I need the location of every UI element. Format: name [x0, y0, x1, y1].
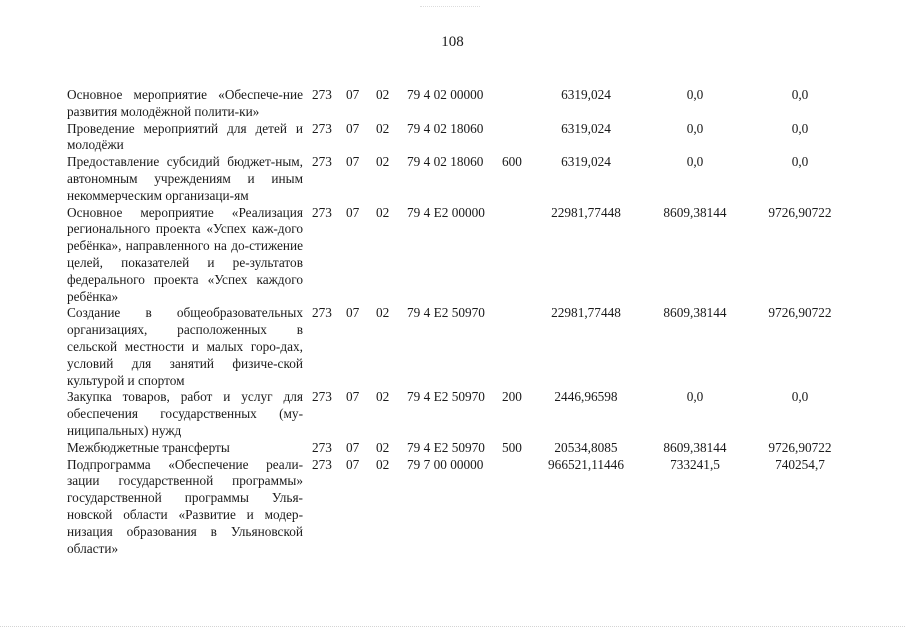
section-code: 07 — [346, 87, 360, 102]
admin-code: 273 — [312, 456, 332, 472]
section-code: 07 — [346, 389, 360, 405]
section-code: 07 — [346, 204, 360, 220]
subsection-code: 02 — [376, 154, 390, 170]
expense-type-code: 200 — [502, 389, 522, 405]
table-row — [0, 457, 905, 558]
admin-code: 273 — [312, 120, 332, 136]
subsection-code: 02 — [376, 305, 390, 321]
subsection-code: 02 — [376, 204, 390, 220]
amount-year-1: 20534,8085 — [554, 439, 618, 455]
expenditure-name: Проведение мероприятий для детей и молодёжи — [67, 120, 303, 153]
admin-code: 273 — [312, 439, 332, 455]
expenditure-name: Основное мероприятие «Реализация регионального проекта «Успех каж-дого ребёнка», направленного на до-стижение целей, показателей и ре-зультатов федерального проекта «Успех каждого ребёнка» — [67, 204, 303, 304]
amount-year-1: 6319,024 — [561, 87, 611, 102]
target-article-code: 79 7 00 00000 — [407, 456, 484, 472]
section-code: 07 — [346, 305, 360, 321]
section-code: 07 — [346, 120, 360, 136]
expenditure-name: Подпрограмма «Обеспечение реали-зации государственной программы» государственной программы Улья-новской области «Развитие и модер-низация образования в Ульяновской области» — [67, 456, 303, 556]
subsection-code: 02 — [376, 87, 390, 102]
admin-code: 273 — [312, 305, 332, 321]
table-row — [0, 205, 905, 306]
amount-year-3: 0,0 — [791, 87, 809, 102]
amount-year-1: 22981,77448 — [551, 305, 621, 321]
amount-year-2: 0,0 — [686, 154, 704, 170]
subsection-code: 02 — [376, 456, 390, 472]
page-number: 108 — [441, 34, 464, 50]
amount-year-3: 9726,90722 — [768, 204, 832, 220]
table-row — [0, 305, 905, 389]
amount-year-3: 9726,90722 — [768, 439, 832, 455]
amount-year-2: 0,0 — [686, 120, 704, 136]
expenditure-name: Основное мероприятие «Обеспече-ние развития молодёжной полити-ки» — [67, 87, 303, 119]
amount-year-1: 22981,77448 — [551, 204, 621, 220]
subsection-code: 02 — [376, 389, 390, 405]
subsection-code: 02 — [376, 120, 390, 136]
table-row — [0, 389, 905, 439]
amount-year-2: 0,0 — [686, 389, 704, 405]
admin-code: 273 — [312, 154, 332, 170]
scan-artifact-top — [420, 6, 480, 9]
admin-code: 273 — [312, 87, 332, 102]
amount-year-2: 8609,38144 — [663, 305, 727, 321]
table-row — [0, 154, 905, 204]
section-code: 07 — [346, 439, 360, 455]
amount-year-3: 0,0 — [791, 389, 809, 405]
amount-year-3: 0,0 — [791, 120, 809, 136]
table-row — [0, 440, 905, 457]
target-article-code: 79 4 E2 50970 — [407, 389, 485, 405]
target-article-code: 79 4 02 00000 — [407, 87, 484, 102]
amount-year-2: 0,0 — [686, 87, 704, 102]
amount-year-3: 0,0 — [791, 154, 809, 170]
amount-year-1: 966521,11446 — [548, 456, 624, 472]
expenditure-name: Предоставление субсидий бюджет-ным, автономным учреждениям и иным некоммерческим организаци-ям — [67, 154, 303, 203]
target-article-code: 79 4 02 18060 — [407, 154, 484, 170]
expenditure-name: Межбюджетные трансферты — [67, 439, 230, 455]
expenditure-name: Создание в общеобразовательных организациях, расположенных в сельской местности и малых горо-дах, условий для занятий физиче-ской культурой и спортом — [67, 305, 303, 388]
expense-type-code: 600 — [502, 154, 522, 170]
amount-year-2: 733241,5 — [670, 456, 720, 472]
scan-artifact-bottom — [0, 626, 905, 631]
target-article-code: 79 4 02 18060 — [407, 120, 484, 136]
target-article-code: 79 4 E2 50970 — [407, 439, 485, 455]
table-row — [0, 121, 905, 155]
amount-year-2: 8609,38144 — [663, 204, 727, 220]
subsection-code: 02 — [376, 439, 390, 455]
amount-year-2: 8609,38144 — [663, 439, 727, 455]
amount-year-1: 6319,024 — [561, 154, 611, 170]
admin-code: 273 — [312, 204, 332, 220]
table-row — [0, 87, 905, 121]
target-article-code: 79 4 E2 50970 — [407, 305, 485, 321]
amount-year-1: 2446,96598 — [554, 389, 618, 405]
admin-code: 273 — [312, 389, 332, 405]
budget-table — [0, 87, 905, 557]
amount-year-3: 740254,7 — [775, 456, 825, 472]
section-code: 07 — [346, 154, 360, 170]
expenditure-name: Закупка товаров, работ и услуг для обеспечения государственных (му-ниципальных) нужд — [67, 389, 303, 438]
amount-year-1: 6319,024 — [561, 120, 611, 136]
section-code: 07 — [346, 456, 360, 472]
expense-type-code: 500 — [502, 439, 522, 455]
target-article-code: 79 4 E2 00000 — [407, 204, 485, 220]
amount-year-3: 9726,90722 — [768, 305, 832, 321]
